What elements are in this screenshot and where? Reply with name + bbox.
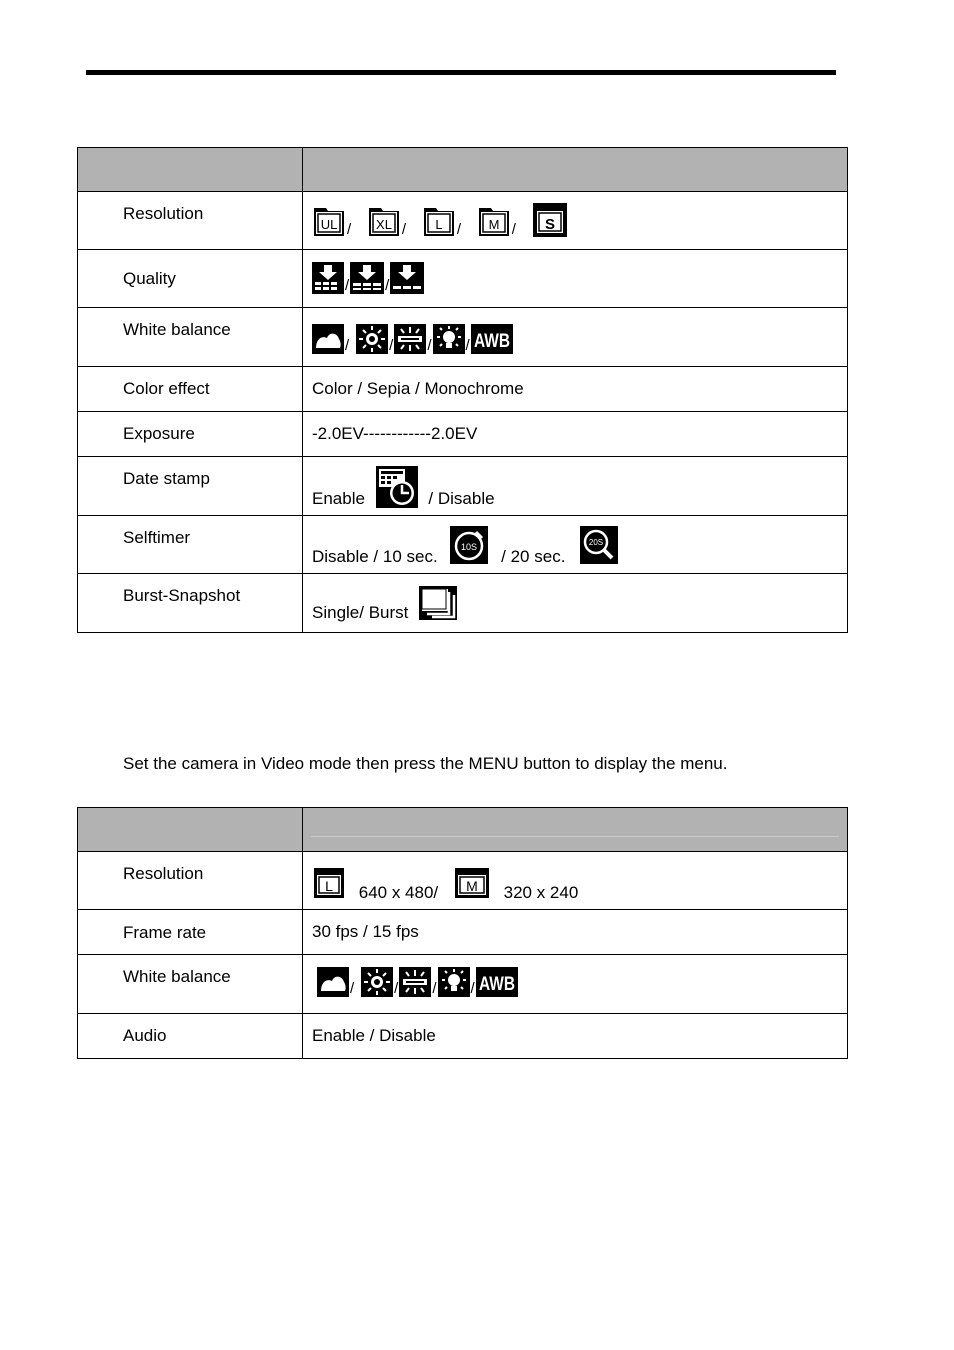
table-row [78,574,848,633]
resolution-l-text: L [435,217,443,232]
photo-menu-table [77,147,848,633]
fluorescent-icon [394,324,426,354]
separator: / [427,337,432,354]
separator: / [345,337,350,354]
tungsten-icon [433,324,465,354]
awb-icon [476,967,518,997]
video-resolution-m-text: M [466,878,478,894]
selftimer-disable-text: Disable / 10 sec. [312,547,438,566]
row-label: Exposure [78,412,303,457]
separator: / [465,337,470,354]
tungsten-icon [438,967,470,997]
daylight-icon [361,967,393,997]
white-balance-options [303,308,848,367]
date-stamp-icon [376,466,418,508]
daylight-icon [356,324,388,354]
table-row [78,1014,848,1059]
disable-text: / Disable [428,489,495,508]
video-menu-intro: Set the camera in Video mode then press the MENU button to display the menu. [123,754,728,773]
resolution-xl-icon [367,204,401,238]
table-header-row [78,808,848,852]
row-label: White balance [78,308,303,367]
quality-economy-icon [390,262,424,294]
table-row [78,457,848,516]
separator: / [385,277,390,294]
quality-options [303,250,848,308]
row-value: -2.0EV------------2.0EV [303,412,848,457]
selftimer-20-text: / 20 sec. [501,547,566,566]
resolution-s-icon [532,202,568,238]
resolution-options [303,192,848,250]
fluorescent-icon [399,967,431,997]
burst-icon [419,586,457,620]
row-value: Color / Sepia / Monochrome [303,367,848,412]
separator: / [401,221,407,238]
video-resolution-options [303,852,848,910]
row-label: White balance [78,955,303,1014]
header-divider [311,836,839,837]
separator: / [470,980,475,997]
burst-options [303,574,848,633]
table-row [78,250,848,308]
separator: / [389,337,394,354]
table-row [78,516,848,574]
row-label: Color effect [78,367,303,412]
row-label: Audio [78,1014,303,1059]
row-value: 30 fps / 15 fps [303,910,848,955]
table-row [78,955,848,1014]
table-row [78,308,848,367]
resolution-m-text: M [488,217,500,232]
cloudy-icon [312,324,344,354]
enable-text: Enable [312,489,365,508]
awb-text: AWB [478,974,515,995]
row-label: Date stamp [78,457,303,516]
separator: / [432,980,437,997]
quality-fine-icon [312,262,344,294]
row-label: Resolution [78,192,303,250]
resolution-m-icon [477,204,511,238]
table-header-row [78,148,848,192]
resolution-l-icon [422,204,456,238]
header-cell-setting [303,148,848,192]
resolution-s-text: S [544,216,555,233]
header-cell-setting [303,808,848,852]
date-stamp-options [303,457,848,516]
resolution-320-text: 320 x 240 [503,883,579,902]
burst-text: Single/ Burst [312,603,409,622]
selftimer-options [303,516,848,574]
top-rule [86,70,836,75]
cloudy-icon [317,967,349,997]
timer-10s-icon [450,526,488,564]
row-label: Quality [78,250,303,308]
resolution-ul-text: UL [320,217,338,232]
timer-10s-text: 10S [461,542,478,552]
row-value: Enable / Disable [303,1014,848,1059]
resolution-xl-text: XL [375,217,392,232]
table-row [78,367,848,412]
video-menu-table [77,807,848,1059]
table-row [78,192,848,250]
timer-20s-icon [580,526,618,564]
timer-20s-text: 20S [589,538,604,547]
resolution-ul-icon [312,204,346,238]
row-label: Selftimer [78,516,303,574]
awb-icon [471,324,513,354]
separator: / [394,980,399,997]
resolution-m-icon [453,866,491,900]
resolution-640-text: 640 x 480/ [358,883,439,902]
separator: / [350,980,355,997]
awb-text: AWB [473,331,510,352]
header-cell-item [78,148,303,192]
header-cell-item [78,808,303,852]
separator: / [511,221,516,238]
separator: / [456,221,461,238]
row-label: Frame rate [78,910,303,955]
separator: / [345,277,350,294]
video-resolution-l-text: L [325,878,333,894]
resolution-l-icon [312,866,346,900]
table-row [78,910,848,955]
row-label: Burst-Snapshot [78,574,303,633]
quality-normal-icon [350,262,384,294]
separator: / [347,221,352,238]
row-label: Resolution [78,852,303,910]
table-row [78,852,848,910]
video-white-balance-options [303,955,848,1014]
table-row [78,412,848,457]
